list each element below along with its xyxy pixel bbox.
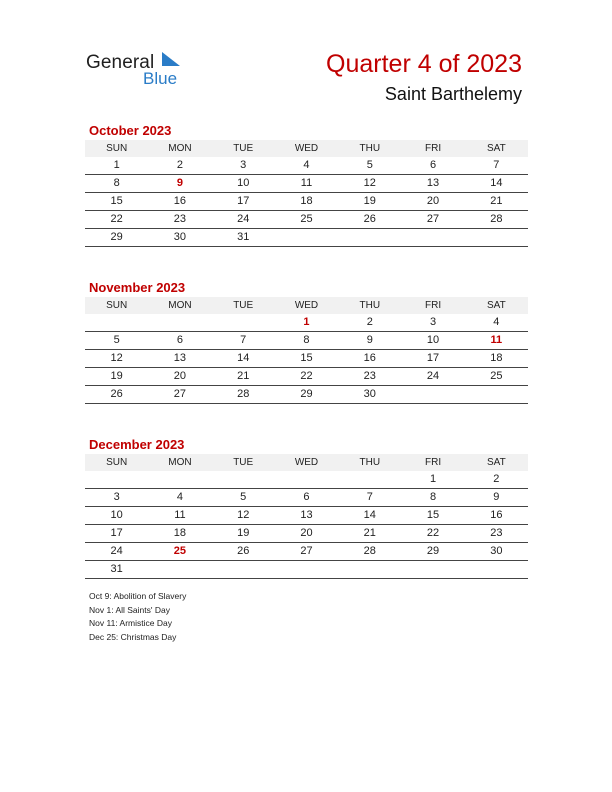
week-row — [85, 175, 528, 193]
day-cell — [275, 229, 338, 246]
weekday-label: SUN — [106, 143, 128, 154]
day-cell: 17 — [426, 352, 440, 364]
day-cell: 11 — [174, 509, 186, 521]
day-cell: 1 — [113, 159, 120, 171]
holiday-note: Nov 1: All Saints' Day — [89, 604, 170, 615]
week-row — [85, 507, 528, 525]
week-row — [85, 350, 528, 368]
day-cell — [338, 561, 401, 578]
day-cell: 29 — [110, 231, 123, 243]
day-cell — [401, 229, 464, 246]
day-cell: 27 — [173, 388, 187, 400]
week-row — [85, 193, 528, 211]
day-cell: 8 — [113, 177, 120, 189]
day-cell: 7 — [240, 334, 247, 346]
day-cell — [85, 471, 148, 488]
weekday-label: TUE — [233, 300, 254, 311]
week-row — [85, 543, 528, 561]
day-cell: 14 — [490, 177, 503, 189]
day-cell: 4 — [493, 316, 500, 328]
day-cell: 6 — [303, 491, 310, 503]
day-cell: 14 — [363, 509, 376, 521]
day-cell: 25 — [300, 213, 313, 225]
weekday-label: FRI — [424, 457, 442, 468]
day-cell: 26 — [237, 545, 250, 557]
week-row — [85, 157, 528, 175]
day-cell: 2 — [493, 473, 500, 485]
day-cell: 21 — [237, 370, 250, 382]
day-cell: 2 — [176, 159, 183, 171]
day-cell: 9 — [493, 491, 500, 503]
day-cell: 19 — [110, 370, 123, 382]
day-cell: 2 — [366, 316, 373, 328]
day-cell: 13 — [173, 352, 187, 364]
holiday-day-cell: 9 — [176, 177, 183, 189]
day-cell: 8 — [429, 491, 437, 503]
week-row — [85, 211, 528, 229]
day-cell — [212, 314, 275, 331]
day-cell: 10 — [426, 334, 440, 346]
day-cell: 31 — [110, 563, 123, 575]
day-cell: 25 — [490, 370, 503, 382]
day-cell: 27 — [426, 213, 440, 225]
week-row — [85, 229, 528, 247]
holiday-day-cell: 25 — [173, 545, 187, 557]
day-cell: 28 — [490, 213, 503, 225]
logo-blue-text: Blue — [143, 69, 178, 88]
day-cell: 18 — [173, 527, 187, 539]
day-cell: 15 — [300, 352, 313, 364]
day-cell — [465, 229, 528, 246]
day-cell: 11 — [300, 177, 313, 189]
day-cell: 13 — [426, 177, 440, 189]
day-cell: 23 — [490, 527, 503, 539]
day-cell — [148, 561, 211, 578]
day-cell: 24 — [110, 545, 123, 557]
day-cell — [275, 471, 338, 488]
logo-general-text: General — [86, 52, 155, 73]
day-cell: 20 — [173, 370, 187, 382]
weekday-label: MON — [168, 457, 192, 468]
month-title: October 2023 — [89, 123, 172, 138]
week-row — [85, 332, 528, 350]
day-cell: 12 — [237, 509, 250, 521]
day-cell — [212, 471, 275, 488]
day-cell: 12 — [363, 177, 376, 189]
day-cell — [465, 561, 528, 578]
week-row — [85, 489, 528, 507]
day-cell: 21 — [363, 527, 376, 539]
day-cell — [148, 471, 211, 488]
holiday-note: Oct 9: Abolition of Slavery — [89, 591, 187, 601]
day-cell: 1 — [429, 473, 437, 485]
day-cell: 21 — [490, 195, 503, 207]
weekday-label: MON — [168, 300, 192, 311]
weekday-label: SAT — [486, 300, 506, 311]
day-cell — [338, 229, 401, 246]
day-cell: 30 — [363, 388, 376, 400]
day-cell: 26 — [363, 213, 376, 225]
day-cell: 17 — [237, 195, 250, 207]
day-cell: 19 — [363, 195, 376, 207]
day-cell: 5 — [240, 491, 247, 503]
month-november — [85, 279, 528, 404]
day-cell: 20 — [300, 527, 313, 539]
month-december — [85, 436, 528, 579]
day-cell: 27 — [300, 545, 313, 557]
day-cell: 4 — [303, 159, 310, 171]
day-cell: 18 — [300, 195, 313, 207]
day-cell: 17 — [110, 527, 123, 539]
day-cell: 20 — [426, 195, 440, 207]
weekday-header-row — [85, 454, 528, 471]
day-cell: 12 — [110, 352, 123, 364]
week-row — [85, 314, 528, 332]
day-cell: 30 — [490, 545, 503, 557]
weekday-label: WED — [294, 300, 319, 311]
day-cell: 28 — [237, 388, 250, 400]
holiday-note: Nov 11: Armistice Day — [89, 618, 172, 628]
day-cell: 16 — [490, 509, 503, 521]
day-cell: 28 — [363, 545, 376, 557]
weekday-label: FRI — [424, 300, 442, 311]
day-cell — [401, 386, 464, 403]
region-subtitle: Saint Barthelemy — [384, 84, 522, 104]
day-cell: 14 — [237, 352, 250, 364]
day-cell: 10 — [237, 177, 250, 189]
day-cell: 5 — [113, 334, 120, 346]
holiday-notes — [89, 590, 186, 644]
weekday-label: THU — [359, 457, 381, 468]
day-cell: 15 — [426, 509, 440, 521]
day-cell — [401, 561, 464, 578]
day-cell: 3 — [113, 491, 120, 503]
day-cell: 6 — [429, 159, 437, 171]
weekday-label: SAT — [486, 143, 506, 154]
week-row — [85, 386, 528, 404]
weekday-label: THU — [359, 143, 381, 154]
holiday-note: Dec 25: Christmas Day — [89, 631, 177, 642]
page-title: Quarter 4 of 2023 — [326, 50, 522, 78]
day-cell: 4 — [176, 491, 183, 503]
day-cell: 7 — [493, 159, 500, 171]
logo-flag-icon — [160, 52, 180, 68]
day-cell: 24 — [426, 370, 440, 382]
day-cell: 22 — [426, 527, 440, 539]
weekday-label: MON — [168, 143, 192, 154]
day-cell — [465, 386, 528, 403]
month-title: November 2023 — [89, 280, 186, 295]
day-cell: 5 — [366, 159, 373, 171]
generalblue-logo — [86, 52, 196, 92]
holiday-day-cell: 1 — [303, 316, 310, 328]
week-row — [85, 525, 528, 543]
day-cell: 16 — [363, 352, 376, 364]
week-row — [85, 368, 528, 386]
day-cell: 29 — [426, 545, 440, 557]
month-october — [85, 122, 528, 247]
weekday-label: SUN — [106, 300, 128, 311]
weekday-label: TUE — [233, 143, 254, 154]
day-cell: 10 — [110, 509, 123, 521]
day-cell: 23 — [173, 213, 187, 225]
weekday-label: WED — [294, 457, 319, 468]
day-cell: 23 — [363, 370, 376, 382]
day-cell — [212, 561, 275, 578]
day-cell: 3 — [429, 316, 437, 328]
day-cell: 3 — [240, 159, 247, 171]
day-cell: 31 — [237, 231, 250, 243]
weekday-label: TUE — [233, 457, 254, 468]
day-cell: 8 — [303, 334, 310, 346]
day-cell — [85, 314, 148, 331]
weekday-header-row — [85, 297, 528, 314]
day-cell: 22 — [300, 370, 313, 382]
day-cell — [275, 561, 338, 578]
day-cell: 16 — [173, 195, 187, 207]
day-cell: 7 — [366, 491, 373, 503]
weekday-label: FRI — [424, 143, 442, 154]
day-cell: 26 — [110, 388, 123, 400]
weekday-header-row — [85, 140, 528, 157]
day-cell: 9 — [366, 334, 373, 346]
week-row — [85, 561, 528, 579]
day-cell: 24 — [237, 213, 250, 225]
weekday-label: THU — [359, 300, 381, 311]
day-cell — [148, 314, 211, 331]
day-cell: 13 — [300, 509, 313, 521]
day-cell: 29 — [300, 388, 313, 400]
month-title: December 2023 — [89, 437, 185, 452]
day-cell: 19 — [237, 527, 250, 539]
week-row — [85, 471, 528, 489]
day-cell: 22 — [110, 213, 123, 225]
day-cell: 18 — [490, 352, 503, 364]
day-cell: 30 — [173, 231, 187, 243]
weekday-label: WED — [294, 143, 319, 154]
weekday-label: SUN — [106, 457, 128, 468]
holiday-day-cell: 11 — [490, 334, 503, 346]
day-cell: 15 — [110, 195, 123, 207]
day-cell — [338, 471, 401, 488]
day-cell: 6 — [176, 334, 183, 346]
weekday-label: SAT — [486, 457, 506, 468]
